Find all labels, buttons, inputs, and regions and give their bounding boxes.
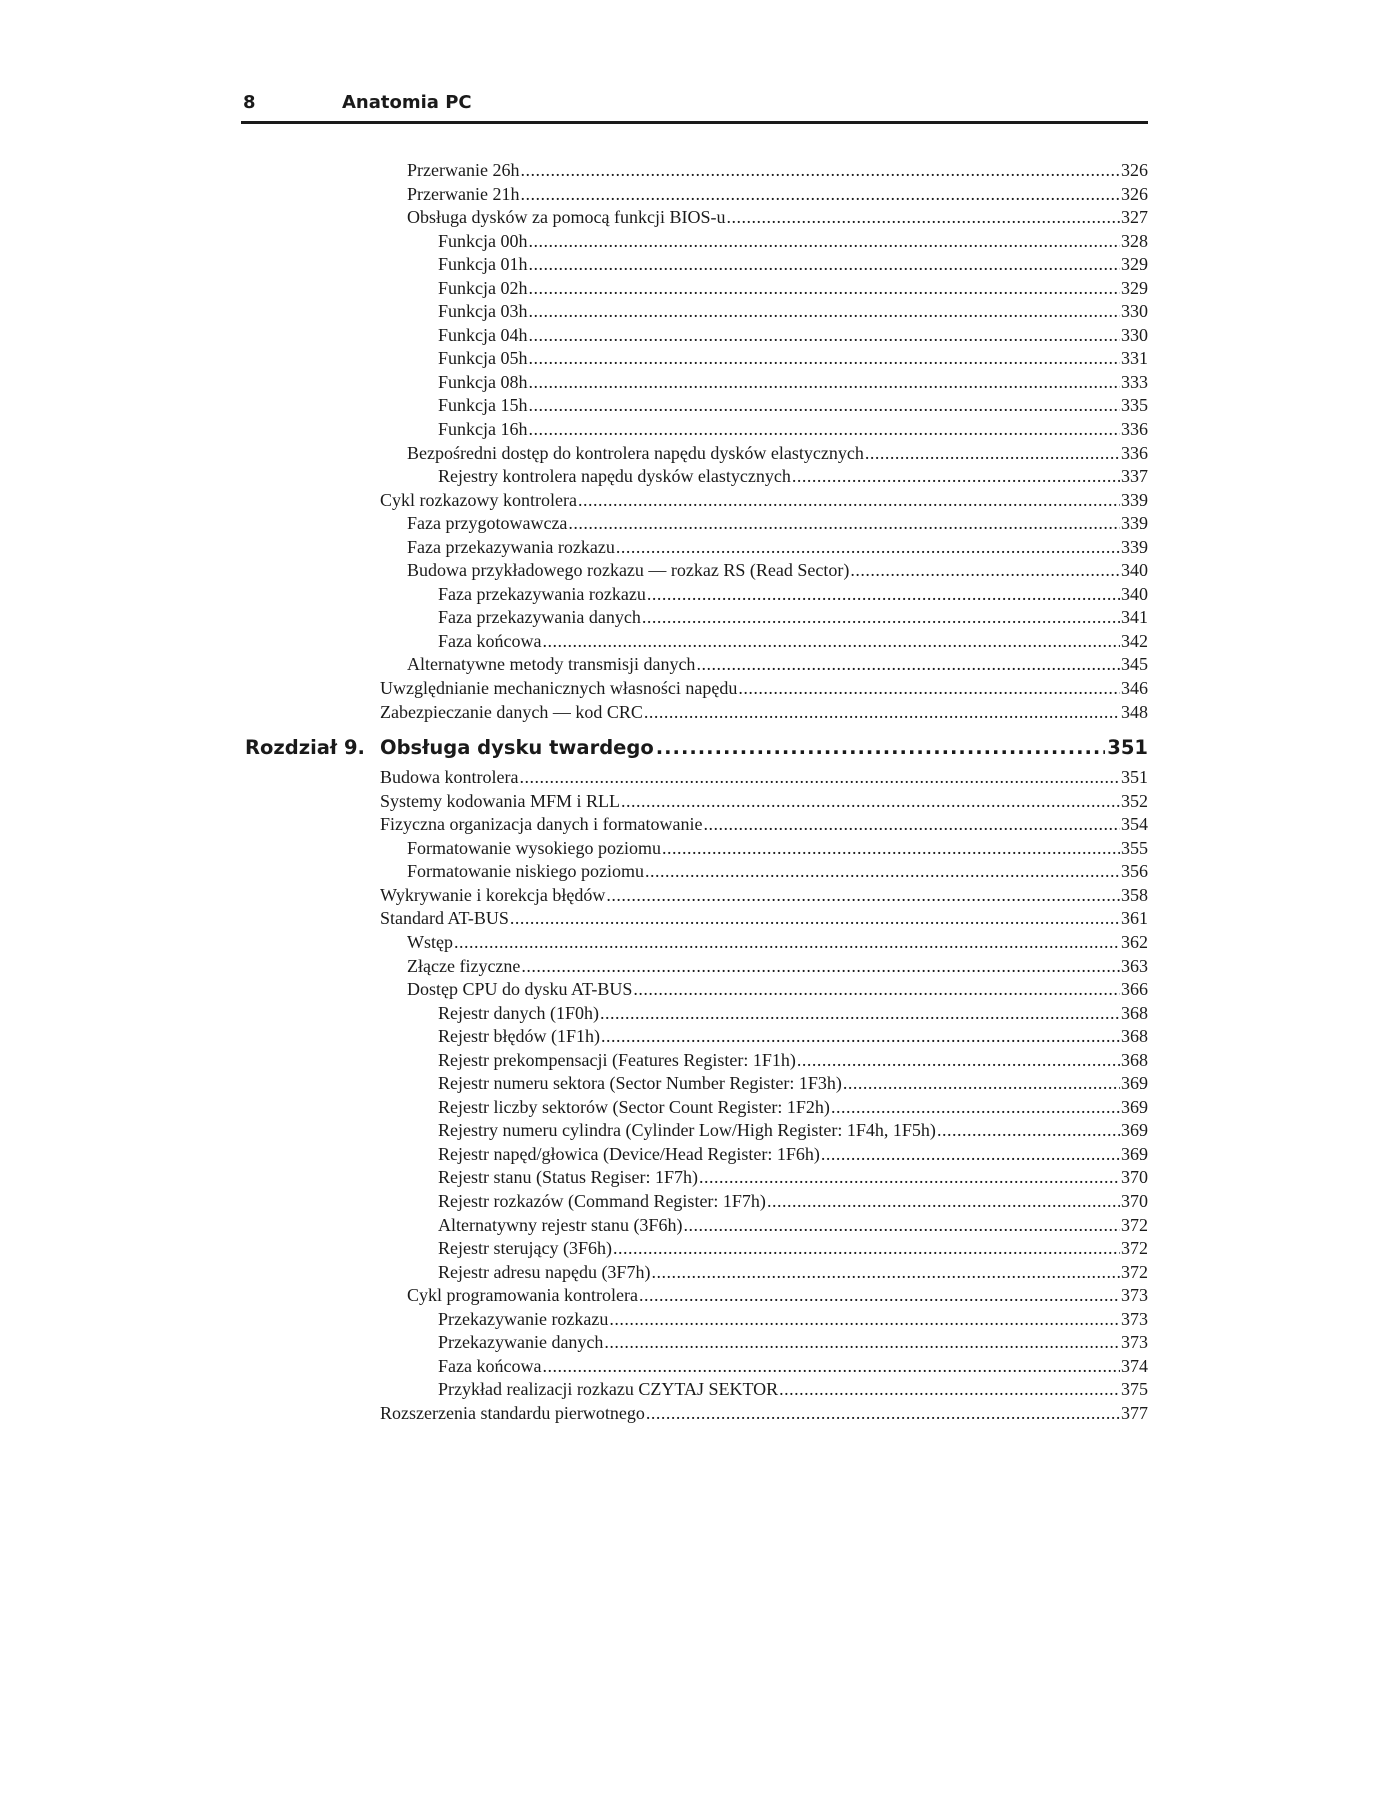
toc-entry-page: 339 (1121, 513, 1148, 534)
toc-entry-title: Uwzględnianie mechanicznych własności napędu (380, 678, 738, 699)
toc-entry-page: 369 (1121, 1073, 1148, 1094)
toc-entry-title: Funkcja 01h (438, 254, 528, 275)
dot-leader (699, 1166, 1120, 1190)
toc-entry (380, 1214, 1148, 1238)
dot-leader (604, 1331, 1120, 1355)
toc-entry (380, 206, 1148, 230)
toc-entry (380, 1025, 1148, 1049)
toc-entry-title: Faza przygotowawcza (407, 513, 568, 534)
toc-entry (380, 1072, 1148, 1096)
toc-entry-page: 358 (1121, 884, 1148, 905)
toc-entry-title: Funkcja 03h (438, 301, 528, 322)
book-title: Anatomia PC (342, 92, 472, 113)
toc-entry-title: Formatowanie niskiego poziomu (407, 861, 644, 882)
dot-leader (601, 1025, 1120, 1049)
toc-entry-title: Złącze fizyczne (407, 955, 521, 976)
toc-entry-title: Faza przekazywania danych (438, 607, 641, 628)
toc-entry (380, 677, 1148, 701)
toc-entry-title: Wstęp (407, 931, 453, 952)
toc-entry (380, 1355, 1148, 1379)
dot-leader (529, 230, 1121, 254)
toc-entry (380, 347, 1148, 371)
toc-entry-page: 374 (1121, 1355, 1148, 1376)
chapter-label: Rozdział 9. (245, 736, 365, 760)
dot-leader (519, 766, 1120, 790)
toc-entry-page: 327 (1121, 207, 1148, 228)
toc-entry-page: 372 (1121, 1214, 1148, 1235)
dot-leader (779, 1378, 1120, 1402)
dot-leader (738, 677, 1120, 701)
toc-entry-title: Rejestry kontrolera napędu dysków elastycznych (438, 466, 791, 487)
dot-leader (600, 1002, 1120, 1026)
toc-entry-page: 370 (1121, 1190, 1148, 1211)
toc-entry (380, 978, 1148, 1002)
toc-entry-page: 362 (1121, 931, 1148, 952)
toc-entry-page: 368 (1121, 1002, 1148, 1023)
toc-entry-title: Formatowanie wysokiego poziomu (407, 837, 661, 858)
dot-leader (642, 606, 1120, 630)
dot-leader (683, 1214, 1120, 1238)
toc-entry-page: 370 (1121, 1167, 1148, 1188)
toc-entry-page: 336 (1121, 419, 1148, 440)
toc-entry-title: Rejestr prekompensacji (Features Register: 1F1h) (438, 1049, 796, 1070)
chapter-title: Obsługa dysku twardego (380, 736, 654, 760)
dot-leader (662, 837, 1120, 861)
toc-entry-title: Obsługa dysków za pomocą funkcji BIOS-u (407, 207, 726, 228)
toc-entry-page: 346 (1121, 678, 1148, 699)
toc-entry-page: 336 (1121, 442, 1148, 463)
toc-entry-page: 331 (1121, 348, 1148, 369)
toc-entry-title: Zabezpieczanie danych — kod CRC (380, 701, 643, 722)
dot-leader (633, 978, 1120, 1002)
toc-entry-page: 339 (1121, 536, 1148, 557)
toc-entry (380, 183, 1148, 207)
toc-entry-page: 326 (1121, 183, 1148, 204)
toc-entry-title: Funkcja 08h (438, 371, 528, 392)
toc-entry (380, 1096, 1148, 1120)
toc-entry-title: Faza przekazywania rozkazu (438, 583, 646, 604)
dot-leader (797, 1049, 1120, 1073)
dot-leader (521, 955, 1120, 979)
page-header (241, 88, 1148, 124)
toc-entry-title: Rejestry numeru cylindra (Cylinder Low/High Register: 1F4h, 1F5h) (438, 1120, 936, 1141)
page-number: 8 (243, 92, 256, 113)
dot-leader (542, 1355, 1120, 1379)
toc-entry (380, 1190, 1148, 1214)
toc-entry (380, 606, 1148, 630)
toc-entry (380, 884, 1148, 908)
toc-entry-title: Rejestr adresu napędu (3F7h) (438, 1261, 651, 1282)
toc-entry-page: 352 (1121, 790, 1148, 811)
dot-leader (529, 253, 1121, 277)
toc-entry (380, 1261, 1148, 1285)
dot-leader (639, 1284, 1120, 1308)
dot-leader (656, 729, 1106, 766)
toc-entry-title: Alternatywne metody transmisji danych (407, 654, 696, 675)
dot-leader (529, 324, 1121, 348)
toc-entry-page: 372 (1121, 1261, 1148, 1282)
toc-entry (380, 536, 1148, 560)
toc-entry (380, 465, 1148, 489)
toc-entry (380, 1002, 1148, 1026)
toc-entry (380, 394, 1148, 418)
toc-entry (380, 1308, 1148, 1332)
toc-entry-title: Faza końcowa (438, 1355, 542, 1376)
toc-entry (380, 300, 1148, 324)
toc-section-chapter-9 (380, 766, 1148, 1425)
toc-entry-title: Funkcja 16h (438, 419, 528, 440)
toc-entry-page: 339 (1121, 489, 1148, 510)
toc-entry (380, 766, 1148, 790)
toc-entry-title: Alternatywny rejestr stanu (3F6h) (438, 1214, 683, 1235)
toc-entry-title: Rejestr sterujący (3F6h) (438, 1238, 612, 1259)
toc-entry (380, 253, 1148, 277)
toc-entry (380, 1049, 1148, 1073)
toc-entry-page: 345 (1121, 654, 1148, 675)
toc-entry-page: 337 (1121, 466, 1148, 487)
dot-leader (529, 277, 1121, 301)
toc-entry (380, 860, 1148, 884)
dot-leader (520, 159, 1120, 183)
toc-entry-title: Faza końcowa (438, 630, 542, 651)
dot-leader (529, 371, 1121, 395)
toc-entry-page: 341 (1121, 607, 1148, 628)
toc-entry (380, 1402, 1148, 1426)
toc-entry (380, 277, 1148, 301)
dot-leader (865, 442, 1120, 466)
dot-leader (850, 559, 1120, 583)
toc-entry (380, 1331, 1148, 1355)
dot-leader (529, 394, 1121, 418)
toc-entry-page: 368 (1121, 1049, 1148, 1070)
toc-entry-title: Przykład realizacji rozkazu CZYTAJ SEKTOR (438, 1379, 779, 1400)
toc-entry-page: 369 (1121, 1143, 1148, 1164)
toc-entry-page: 372 (1121, 1238, 1148, 1259)
dot-leader (644, 701, 1120, 725)
toc-entry-title: Funkcja 05h (438, 348, 528, 369)
toc-section-previous-chapter (380, 159, 1148, 724)
toc-entry-page: 351 (1121, 767, 1148, 788)
toc-entry-title: Przerwanie 21h (407, 183, 520, 204)
toc-entry-title: Bezpośredni dostęp do kontrolera napędu dysków elastycznych (407, 442, 864, 463)
toc-entry-page: 340 (1121, 560, 1148, 581)
toc-entry (380, 955, 1148, 979)
dot-leader (568, 512, 1120, 536)
toc-entry-title: Budowa przykładowego rozkazu — rozkaz RS (Read Sector) (407, 560, 850, 581)
dot-leader (831, 1096, 1120, 1120)
dot-leader (646, 1402, 1120, 1426)
toc-entry-title: Rejestr rozkazów (Command Register: 1F7h) (438, 1190, 766, 1211)
toc-entry-page: 373 (1121, 1332, 1148, 1353)
toc-entry-page: 363 (1121, 955, 1148, 976)
chapter-heading (245, 729, 1148, 766)
toc-entry-page: 335 (1121, 395, 1148, 416)
toc-entry-title: Przekazywanie danych (438, 1332, 604, 1353)
toc-entry (380, 653, 1148, 677)
dot-leader (606, 884, 1120, 908)
toc-entry-page: 368 (1121, 1026, 1148, 1047)
toc-entry (380, 931, 1148, 955)
dot-leader (542, 630, 1120, 654)
dot-leader (520, 183, 1120, 207)
toc-entry-page: 366 (1121, 979, 1148, 1000)
toc-entry-title: Standard AT-BUS (380, 908, 509, 929)
toc-entry (380, 230, 1148, 254)
toc-entry-page: 348 (1121, 701, 1148, 722)
dot-leader (651, 1261, 1120, 1285)
dot-leader (613, 1237, 1120, 1261)
toc-entry (380, 371, 1148, 395)
toc-entry-title: Funkcja 00h (438, 230, 528, 251)
toc-entry-page: 328 (1121, 230, 1148, 251)
toc-entry-title: Wykrywanie i korekcja błędów (380, 884, 606, 905)
toc-entry (380, 1284, 1148, 1308)
toc-entry-title: Cykl rozkazowy kontrolera (380, 489, 577, 510)
toc-entry-title: Rejestr błędów (1F1h) (438, 1026, 600, 1047)
toc-entry-page: 377 (1121, 1402, 1148, 1423)
toc-entry (380, 512, 1148, 536)
toc-entry-page: 342 (1121, 630, 1148, 651)
toc-entry (380, 1378, 1148, 1402)
toc-entry (380, 813, 1148, 837)
toc-entry-page: 333 (1121, 371, 1148, 392)
toc-entry-title: Rejestr stanu (Status Regiser: 1F7h) (438, 1167, 698, 1188)
toc-entry-title: Funkcja 15h (438, 395, 528, 416)
toc-entry (380, 418, 1148, 442)
toc-entry-title: Budowa kontrolera (380, 767, 519, 788)
dot-leader (510, 907, 1120, 931)
dot-leader (937, 1119, 1120, 1143)
toc-entry-page: 369 (1121, 1120, 1148, 1141)
dot-leader (645, 860, 1120, 884)
dot-leader (704, 813, 1120, 837)
toc-entry-page: 355 (1121, 837, 1148, 858)
toc-entry-title: Przerwanie 26h (407, 160, 520, 180)
toc-entry-title: Przekazywanie rozkazu (438, 1308, 609, 1329)
toc-entry (380, 489, 1148, 513)
dot-leader (529, 418, 1121, 442)
toc-entry-page: 330 (1121, 301, 1148, 322)
toc-entry (380, 1237, 1148, 1261)
dot-leader (696, 653, 1120, 677)
dot-leader (792, 465, 1120, 489)
toc-entry-page: 373 (1121, 1308, 1148, 1329)
toc-entry-title: Faza przekazywania rozkazu (407, 536, 615, 557)
dot-leader (767, 1190, 1120, 1214)
toc-entry-title: Cykl programowania kontrolera (407, 1285, 638, 1306)
toc-entry-title: Rejestr napęd/głowica (Device/Head Register: 1F6h) (438, 1143, 820, 1164)
toc-entry (380, 907, 1148, 931)
dot-leader (621, 790, 1120, 814)
table-of-contents (245, 159, 1148, 1425)
toc-entry-page: 361 (1121, 908, 1148, 929)
toc-entry-page: 354 (1121, 814, 1148, 835)
dot-leader (821, 1143, 1120, 1167)
toc-entry-page: 373 (1121, 1285, 1148, 1306)
toc-entry-title: Funkcja 04h (438, 324, 528, 345)
dot-leader (578, 489, 1120, 513)
toc-entry (380, 701, 1148, 725)
toc-entry-page: 356 (1121, 861, 1148, 882)
dot-leader (454, 931, 1120, 955)
toc-entry-page: 375 (1121, 1379, 1148, 1400)
dot-leader (616, 536, 1120, 560)
toc-entry (380, 324, 1148, 348)
toc-entry (380, 837, 1148, 861)
toc-entry-title: Fizyczna organizacja danych i formatowanie (380, 814, 703, 835)
toc-entry (380, 1166, 1148, 1190)
toc-entry (380, 583, 1148, 607)
dot-leader (609, 1308, 1120, 1332)
toc-entry-title: Funkcja 02h (438, 277, 528, 298)
toc-entry (380, 1143, 1148, 1167)
toc-entry-title: Systemy kodowania MFM i RLL (380, 790, 621, 811)
dot-leader (529, 300, 1121, 324)
toc-entry (380, 442, 1148, 466)
dot-leader (529, 347, 1121, 371)
dot-leader (843, 1072, 1120, 1096)
toc-entry-title: Dostęp CPU do dysku AT-BUS (407, 979, 633, 1000)
toc-entry (380, 159, 1148, 183)
toc-entry (380, 559, 1148, 583)
toc-entry-title: Rejestr danych (1F0h) (438, 1002, 599, 1023)
toc-entry-page: 326 (1121, 160, 1148, 180)
toc-entry (380, 1119, 1148, 1143)
dot-leader (726, 206, 1120, 230)
toc-entry-title: Rejestr liczby sektorów (Sector Count Register: 1F2h) (438, 1096, 830, 1117)
toc-entry-title: Rejestr numeru sektora (Sector Number Register: 1F3h) (438, 1073, 842, 1094)
toc-entry-page: 330 (1121, 324, 1148, 345)
toc-entry (380, 630, 1148, 654)
toc-entry-title: Rozszerzenia standardu pierwotnego (380, 1402, 645, 1423)
toc-entry (380, 790, 1148, 814)
toc-entry-page: 340 (1121, 583, 1148, 604)
toc-entry-page: 329 (1121, 277, 1148, 298)
dot-leader (647, 583, 1120, 607)
toc-entry-page: 369 (1121, 1096, 1148, 1117)
toc-entry-page: 329 (1121, 254, 1148, 275)
chapter-page: 351 (1107, 736, 1148, 760)
